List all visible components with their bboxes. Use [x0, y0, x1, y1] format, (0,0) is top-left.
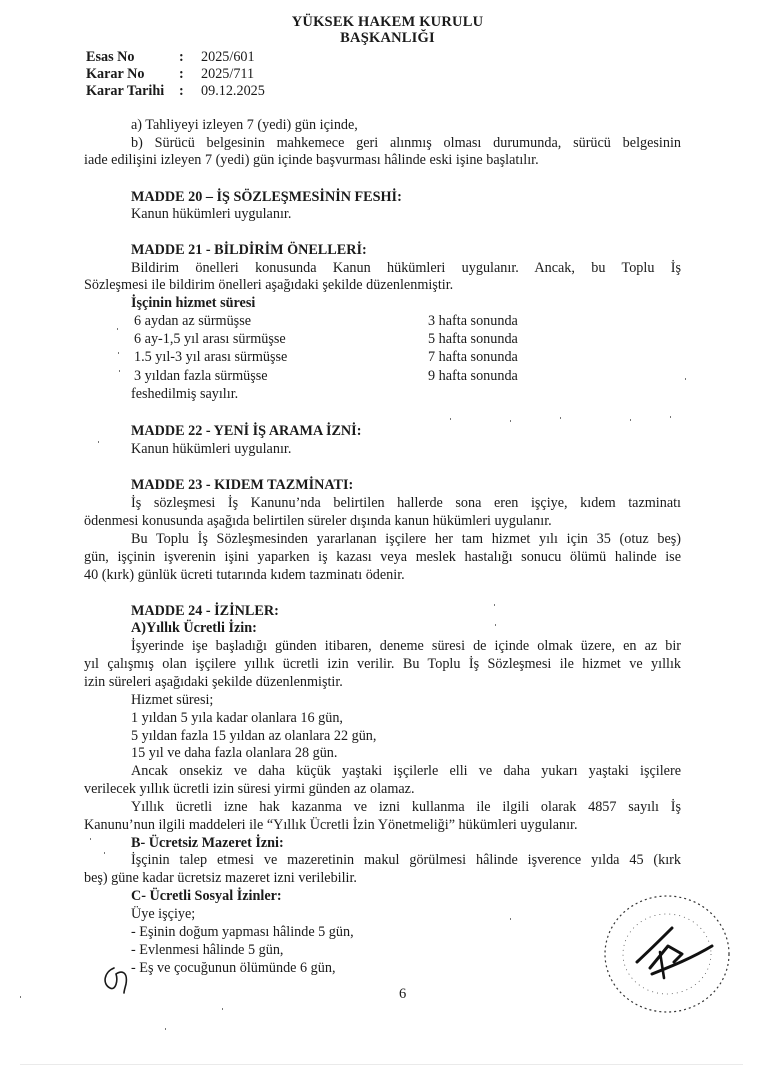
- annual-leave-p3-line1: Yıllık ücretli izne hak kazanma ve izni kullanma ile ilgili olarak 4857 sayılı İş: [131, 799, 681, 815]
- clause-b-line2: iade edilişini izleyen 7 (yedi) gün içinde başvurması hâlinde eski işine başlatılır.: [84, 152, 539, 168]
- article-20-title: MADDE 20 – İŞ SÖZLEŞMESİNİN FESHİ:: [131, 189, 402, 205]
- header-institution: YÜKSEK HAKEM KURULU: [291, 14, 484, 30]
- social-leave-intro: Üye işçiye;: [131, 906, 196, 922]
- annual-leave-p1-line3: izin süreleri aşağıdaki şekilde düzenlenmiştir.: [84, 674, 343, 690]
- meta-value-karar: 2025/711: [201, 66, 255, 82]
- handwritten-initial: [100, 962, 136, 996]
- unpaid-leave-p1-line2: beş) güne kadar ücretsiz mazeret izni verilebilir.: [84, 870, 357, 886]
- meta-sep: :: [179, 83, 184, 99]
- scan-edge-line: [20, 1064, 743, 1065]
- notice-row-service: 6 aydan az sürmüşse: [134, 313, 252, 329]
- annual-leave-p2-line1: Ancak onsekiz ve daha küçük yaştaki işçilerle elli ve daha yukarı yaştaki işçilere: [131, 763, 681, 779]
- leave-entitlement-item: 5 yıldan fazla 15 yıldan az olanlara 22 gün,: [131, 728, 377, 744]
- social-leave-item: - Eş ve çocuğunun ölümünde 6 gün,: [131, 960, 336, 976]
- unpaid-leave-p1-line1: İşçinin talep etmesi ve mazeretinin makul görülmesi hâlinde işverence yılda 45 (kırk: [131, 852, 681, 868]
- meta-label-esas: Esas No: [86, 49, 135, 65]
- article-23-p2-line3: 40 (kırk) günlük ücreti tutarında kıdem tazminatı ödenir.: [84, 567, 405, 583]
- notice-row-period: 9 hafta sonunda: [428, 368, 518, 384]
- meta-sep: :: [179, 66, 184, 82]
- annual-leave-title: A)Yıllık Ücretli İzin:: [131, 620, 257, 636]
- clause-a: a) Tahliyeyi izleyen 7 (yedi) gün içinde,: [131, 117, 358, 133]
- unpaid-leave-title: B- Ücretsiz Mazeret İzni:: [131, 835, 284, 851]
- article-22-title: MADDE 22 - YENİ İŞ ARAMA İZNİ:: [131, 423, 362, 439]
- annual-leave-p3-line2: Kanunu’nun ilgili maddeleri ile “Yıllık Ücretli İzin Yönetmeliği” hükümleri uygulanır.: [84, 817, 578, 833]
- header-presidency: BAŞKANLIĞI: [340, 30, 435, 46]
- article-24-title: MADDE 24 - İZİNLER:: [131, 603, 279, 619]
- social-leave-item: - Eşinin doğum yapması hâlinde 5 gün,: [131, 924, 354, 940]
- article-23-p2-line2: gün, işçinin işverenin işini yaparken iş kazası veya meslek hastalığı sonucu ölümü halinde ise: [84, 549, 681, 565]
- notice-row-period: 5 hafta sonunda: [428, 331, 518, 347]
- notice-row-service: 1.5 yıl-3 yıl arası sürmüşse: [134, 349, 288, 365]
- meta-value-esas: 2025/601: [201, 49, 255, 65]
- leave-entitlement-item: 15 yıl ve daha fazla olanlara 28 gün.: [131, 745, 338, 761]
- article-23-p1-line2: ödenmesi konusunda aşağıda belirtilen süreler dışında kanun hükümleri uygulanır.: [84, 513, 552, 529]
- clause-b-line1: b) Sürücü belgesinin mahkemece geri alınmış olması durumunda, sürücü belgesinin: [131, 135, 681, 151]
- meta-sep: :: [179, 49, 184, 65]
- article-23-p2-line1: Bu Toplu İş Sözleşmesinden yararlanan işçilere her tam hizmet yılı için 35 (otuz beş): [131, 531, 681, 547]
- article-21-closing: feshedilmiş sayılır.: [131, 386, 239, 402]
- notice-row-service: 3 yıldan fazla sürmüşse: [134, 368, 268, 384]
- article-23-p1-line1: İş sözleşmesi İş Kanunu’nda belirtilen hallerde sona eren işçiye, kıdem tazminatı: [131, 495, 681, 511]
- annual-leave-p1-line1: İşyerinde işe başladığı günden itibaren, deneme süresi de içinde olmak üzere, en az bir: [131, 638, 681, 654]
- meta-label-karar: Karar No: [86, 66, 145, 82]
- article-21-title: MADDE 21 - BİLDİRİM ÖNELLERİ:: [131, 242, 367, 258]
- article-20-text: Kanun hükümleri uygulanır.: [131, 206, 292, 222]
- notice-table-header: İşçinin hizmet süresi: [131, 295, 256, 311]
- social-leave-item: - Evlenmesi hâlinde 5 gün,: [131, 942, 284, 958]
- notice-row-period: 7 hafta sonunda: [428, 349, 518, 365]
- article-22-text: Kanun hükümleri uygulanır.: [131, 441, 292, 457]
- page-number: 6: [399, 986, 407, 1002]
- annual-leave-p2-line2: verilecek yıllık ücretli izin süresi yirmi günden az olamaz.: [84, 781, 415, 797]
- social-leave-title: C- Ücretli Sosyal İzinler:: [131, 888, 282, 904]
- notice-row-period: 3 hafta sonunda: [428, 313, 518, 329]
- article-21-p1-line1: Bildirim önelleri konusunda Kanun hükümleri uygulanır. Ancak, bu Toplu İş: [131, 260, 681, 276]
- service-duration-label: Hizmet süresi;: [131, 692, 214, 708]
- meta-label-tarih: Karar Tarihi: [86, 83, 165, 99]
- leave-entitlement-item: 1 yıldan 5 yıla kadar olanlara 16 gün,: [131, 710, 343, 726]
- notice-row-service: 6 ay-1,5 yıl arası sürmüşse: [134, 331, 286, 347]
- meta-value-tarih: 09.12.2025: [201, 83, 265, 99]
- article-23-title: MADDE 23 - KIDEM TAZMİNATI:: [131, 477, 354, 493]
- annual-leave-p1-line2: yıl çalışmış olan işçilere yıllık ücretli izin verilir. Bu Toplu İş Sözleşmesi ile hizmet ve yıllık: [84, 656, 681, 672]
- official-stamp-signature: [592, 888, 742, 1018]
- article-21-p1-line2: Sözleşmesi ile bildirim önelleri aşağıdaki şekilde düzenlenmiştir.: [84, 277, 454, 293]
